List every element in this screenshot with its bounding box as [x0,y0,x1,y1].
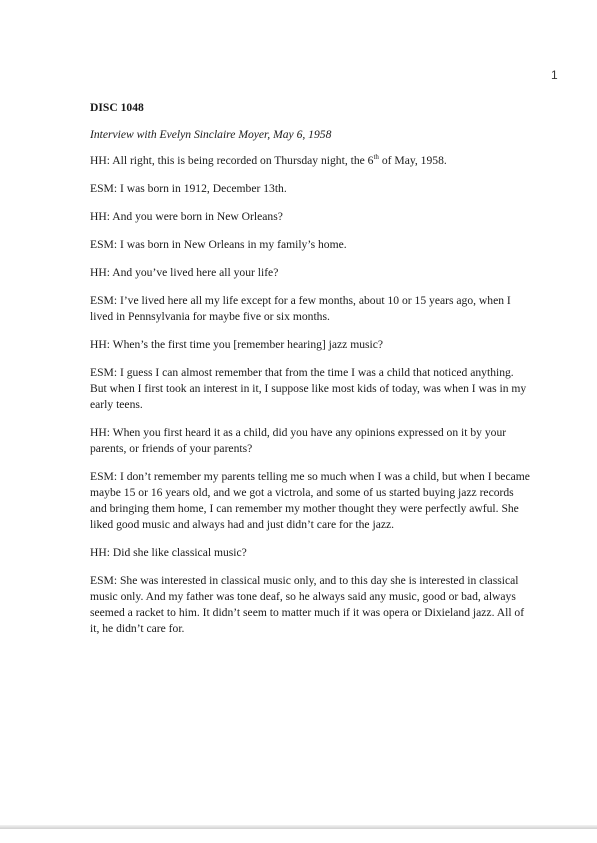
transcript-paragraph: ESM: I don’t remember my parents telling me so much when I was a child, but when I became maybe 15 or 16 years old, and we got a victrola, and some of us started buying jazz records and bringing them home, I can remember my mother thought they were perfectly awful. She liked good music and always had and just didn’t care for the jazz. [90,470,530,531]
transcript-paragraph: ESM: I guess I can almost remember that from the time I was a child that noticed anything. But when I first took an interest in it, I suppose like most kids of today, was when I was in my early teens. [90,366,527,411]
transcript-paragraph: HH: And you were born in New Orleans? [90,210,283,223]
transcript-paragraph: ESM: She was interested in classical music only, and to this day she is interested in classical music only. And my father was tone deaf, so he always said any music, good or bad, always seemed a racket to him. It didn’t seem to matter much if it was opera or Dixieland jazz. All of it, he didn’t care for. [90,574,525,635]
transcript-paragraph: ESM: I’ve lived here all my life except for a few months, about 10 or 15 years ago, when I lived in Pennsylvania for maybe five or six months. [90,294,511,323]
scan-edge-shadow [0,825,597,829]
transcript-body [90,100,530,649]
first-line-text: HH: All right, this is being recorded on Thursday night, the 6 [90,154,374,167]
transcript-paragraph [90,153,530,169]
transcript-paragraph: ESM: I was born in New Orleans in my family’s home. [90,238,347,251]
transcript-paragraph: HH: And you’ve lived here all your life? [90,266,279,279]
transcript-paragraph: HH: Did she like classical music? [90,546,247,559]
ordinal-suffix: th [373,153,379,162]
disc-title: DISC 1048 [90,101,144,114]
page-number: 1 [551,68,558,82]
transcript-paragraph: HH: When’s the first time you [remember hearing] jazz music? [90,338,384,351]
transcript-paragraph: ESM: I was born in 1912, December 13th. [90,182,287,195]
transcript-paragraph: HH: When you first heard it as a child, did you have any opinions expressed on it by your parents, or friends of your parents? [90,426,507,455]
first-line-text-end: of May, 1958. [378,154,447,167]
interview-subtitle: Interview with Evelyn Sinclaire Moyer, May 6, 1958 [90,128,332,141]
